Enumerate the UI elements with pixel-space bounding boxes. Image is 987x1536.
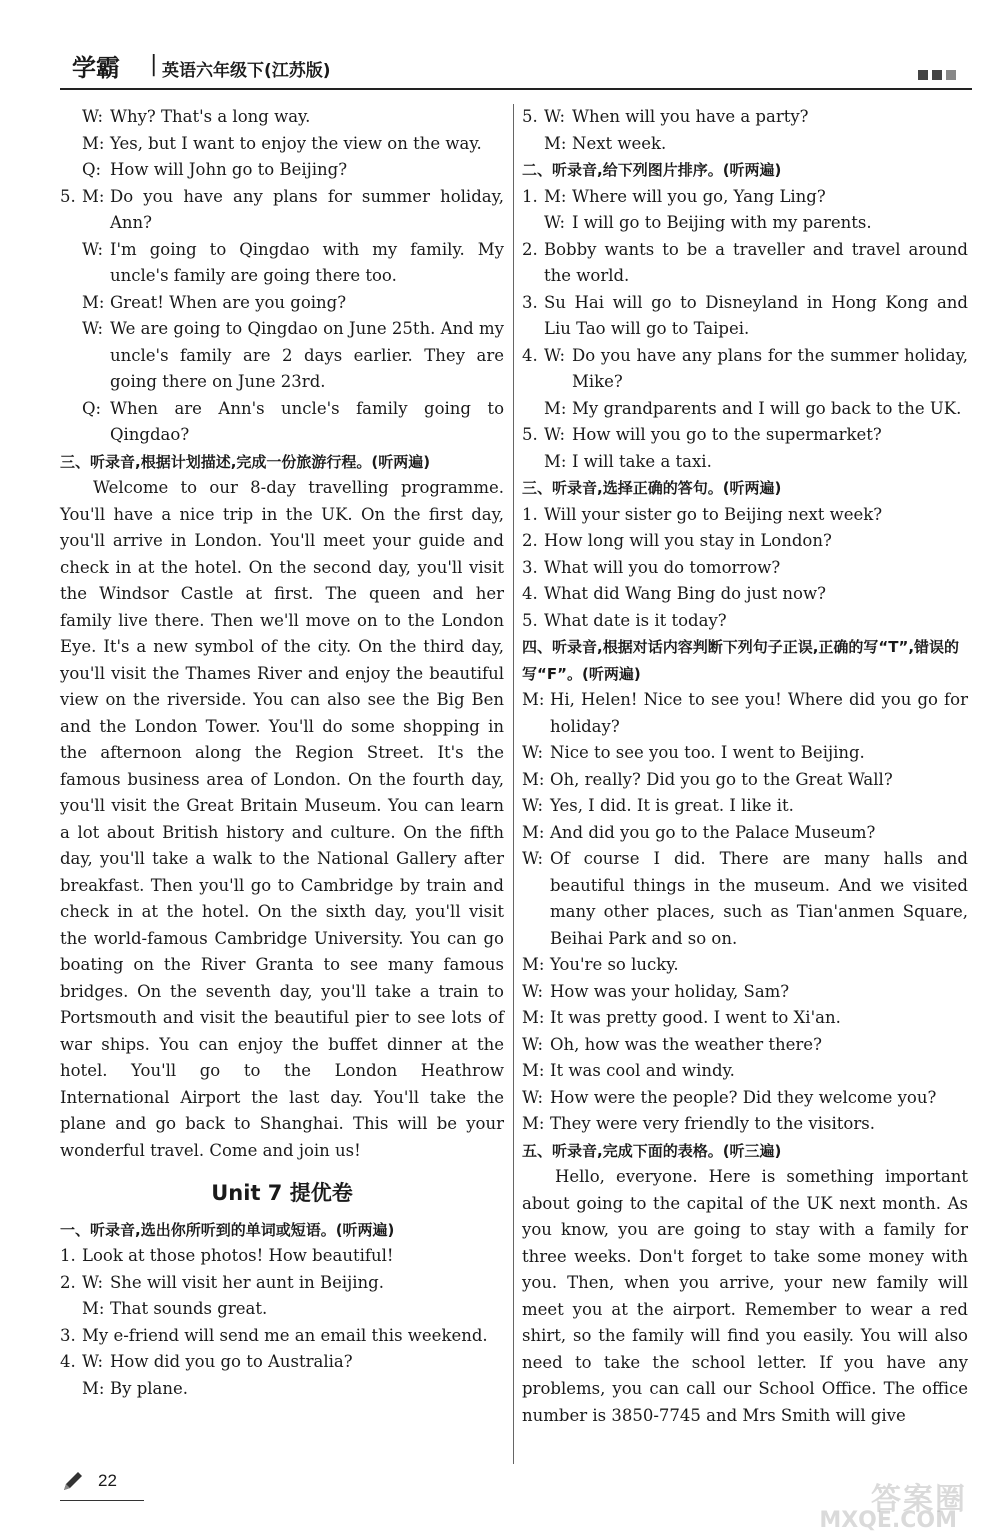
section-4-heading: 四、听录音,根据对话内容判断下列句子正误,正确的写“T”,错误的写“F”。(听两遍) [522,638,960,683]
text-line [522,290,968,343]
section-5-passage: Hello, everyone. Here is something important about going to the capital of the UK next month. As you know, you are going to stay with a family for three weeks. Don't forget to take some money with you. Then, when you arrive, your new family will meet you at the airport. Remember to wear a red shirt, so the family will find you easily. You will also need to take the school letter. If you have any problems, you can call our School Office. The office number is 3850-7745 and Mrs Smith will give [522,1167,968,1425]
speaker-label: M: [82,292,105,312]
item-number: 1. [522,504,538,524]
speaker-label: M: [82,1299,105,1318]
speaker-label: M: [522,955,545,974]
speaker-label: M: [544,398,567,418]
text-line [60,104,504,131]
speaker-label: W: [544,345,566,365]
line-text: When will you have a party? [572,107,809,126]
section-5-heading: 五、听录音,完成下面的表格。(听三遍) [522,1141,782,1160]
question-item-5-continued [522,104,968,157]
item-number [60,104,82,131]
text-line [522,555,968,582]
speaker-label: W: [82,1352,104,1371]
item-number: 2. [522,531,538,550]
text-line [60,237,504,290]
text-line [522,740,968,767]
item-number [60,131,82,158]
line-text: What date is it today? [544,610,727,630]
item-number [60,1296,82,1323]
text-line [522,820,968,847]
number-spacer [60,316,82,396]
section-3-items [522,502,968,635]
line-text: Oh, really? Did you go to the Great Wall? [550,769,893,789]
text-line [60,1296,504,1323]
footer-rule [60,1500,144,1501]
speaker-label: M: [522,1061,545,1080]
text-line [522,687,968,740]
line-text: Yes, but I want to enjoy the view on the way. [110,133,482,153]
section-1-items [60,1243,504,1402]
line-text: They were very friendly to the visitors. [550,1114,875,1133]
speaker-label: W: [522,1087,544,1107]
line-text: How will you go to the supermarket? [572,425,882,444]
speaker-label: M: [522,690,545,709]
speaker-label: W: [522,981,544,1001]
line-text: Do you have any plans for the summer holiday, Mike? [572,345,968,391]
number-spacer [60,237,82,290]
speaker-label: W: [522,849,544,868]
item-number [522,396,544,423]
text-line [60,157,504,184]
speaker-label: M: [522,1114,545,1133]
text-line [522,210,968,237]
page-footer [60,1468,117,1494]
line-text: How did you go to Australia? [110,1352,353,1371]
item-number: 5. [522,107,538,126]
text-line [522,767,968,794]
speaker-label: M: [82,186,105,206]
line-text: By plane. [110,1378,189,1398]
text-line [60,1243,504,1270]
text-line [522,343,968,396]
text-line [60,1376,504,1403]
line-text: Where will you go, Yang Ling? [572,186,826,206]
text-line [522,793,968,820]
item-number: 4. [60,1352,76,1371]
text-line [522,581,968,608]
line-text: How will John go to Beijing? [110,160,348,179]
line-text: Nice to see you too. I went to Beijing. [550,743,865,762]
speaker-label: M: [544,451,567,471]
line-text: Hi, Helen! Nice to see you! Where did you go for holiday? [550,690,968,736]
item-number: 3. [522,292,538,312]
column-divider [513,104,514,1464]
header-squares-icon [918,70,956,80]
line-text: When are Ann's uncle's family going to Qingdao? [110,398,504,444]
text-line [522,846,968,952]
line-text: Oh, how was the weather there? [550,1034,822,1054]
speaker-label: W: [82,107,104,126]
speaker-label: W: [544,213,566,232]
speaker-label: W: [522,796,544,815]
line-text: She will visit her aunt in Beijing. [110,1272,384,1292]
line-text: Next week. [572,133,667,153]
item-number: 5. [522,610,538,630]
right-column [522,104,968,1429]
line-text: Bobby wants to be a traveller and travel around the world. [544,239,968,285]
text-line [522,396,968,423]
speaker-label: M: [522,769,545,789]
page-header [60,44,972,90]
item-number: 5. [60,186,76,206]
text-line [60,1270,504,1297]
line-text: Of course I did. There are many halls and beautiful things in the museum. And we visited many other places, such as Tian'anmen Square, Beihai Park and so on. [550,849,968,948]
line-text: How were the people? Did they welcome you? [550,1087,937,1107]
item-number [522,131,544,158]
text-line [60,290,504,317]
item-number: 3. [522,557,538,577]
text-line [522,502,968,529]
number-spacer [60,396,82,449]
speaker-label: W: [82,319,104,338]
item-number: 1. [60,1246,76,1265]
section-3-heading: 三、听录音,根据计划描述,完成一份旅游行程。(听两遍) [60,452,431,471]
line-text: And did you go to the Palace Museum? [550,822,876,842]
text-line [60,1349,504,1376]
item-number: 1. [522,186,538,206]
item-number [522,449,544,476]
item-number: 5. [522,425,538,444]
speaker-label: Q: [82,398,102,418]
line-text: How was your holiday, Sam? [550,981,790,1001]
text-line [522,184,968,211]
line-text: Su Hai will go to Disneyland in Hong Kong and Liu Tao will go to Taipei. [544,292,968,338]
line-text: Why? That's a long way. [110,107,311,126]
speaker-label: M: [522,822,545,842]
text-line [522,1111,968,1138]
section-3-heading-right: 三、听录音,选择正确的答句。(听两遍) [522,479,782,497]
text-line [522,131,968,158]
text-line [522,1005,968,1032]
speaker-label: W: [82,239,104,259]
line-text: Will your sister go to Beijing next week? [544,504,883,524]
text-line [522,979,968,1006]
item-number: 4. [522,584,538,603]
text-line [522,608,968,635]
text-line [522,952,968,979]
text-line [522,528,968,555]
section-4-dialog [522,687,968,1138]
section-2-items [522,184,968,476]
line-text: You're so lucky. [550,955,679,974]
line-text: My e-friend will send me an email this weekend. [82,1325,488,1345]
section-1-heading: 一、听录音,选出你所听到的单词或短语。(听两遍) [60,1220,395,1239]
speaker-label: M: [544,133,567,153]
speaker-label: W: [544,107,566,126]
header-rule [60,88,972,90]
text-line [522,1058,968,1085]
speaker-label: M: [522,1008,545,1027]
text-line [522,449,968,476]
item-number [522,210,544,237]
item-number: 2. [522,239,538,259]
unit-title: Unit 7 提优卷 [211,1181,353,1205]
speaker-label: Q: [82,160,102,179]
watermark-logo: 答案圈 [871,1482,967,1517]
item-number: 4. [522,345,538,365]
section-2-heading: 二、听录音,给下列图片排序。(听两遍) [522,161,782,179]
line-text: Great! When are you going? [110,292,347,312]
line-text: It was cool and windy. [550,1061,735,1080]
text-line [522,1032,968,1059]
line-text: Yes, I did. It is great. I like it. [550,796,794,815]
text-line [60,396,504,449]
brand-logo: 学霸 [72,54,120,82]
text-line [522,237,968,290]
speaker-label: M: [82,133,105,153]
line-text: That sounds great. [110,1299,268,1318]
line-text: I'm going to Qingdao with my family. My uncle's family are going there too. [110,239,504,285]
text-line [522,1085,968,1112]
line-text: What will you do tomorrow? [544,557,781,577]
text-line [60,316,504,396]
line-text: Do you have any plans for summer holiday, Ann? [110,186,504,232]
speaker-label: W: [522,1034,544,1054]
text-line [522,104,968,131]
question-item-5 [60,184,504,449]
travel-programme-passage: Welcome to our 8-day travelling programme. You'll have a nice trip in the UK. On the first day, you'll arrive in London. You'll meet your guide and check in at the hotel. On the second day, you'll visit the Windsor Castle at first. The queen and her family live there. Then we'll move on to the London Eye. It's a new symbol of the city. On the third day, you'll visit the Thames River and enjoy the beautiful view on the riverside. You can also see the Big Ben and the London Tower. You'll do some shopping in the afternoon along the Region Street. It's the famous business area of London. On the fourth day, you'll visit the Great Britain Museum. You can learn a lot about British history and culture. On the fifth day, you'll take a walk to the National Gallery after breakfast. Then you'll go to Cambridge by train and check in at the hotel. On the sixth day, you'll visit the world-famous Cambridge University. You can go boating on the River Granta to see many famous bridges. On the seventh day, you'll take a train to Portsmouth and visit the beautiful pier to see lots of war ships. You can enjoy the buffet dinner at the hotel. You'll go to the London Heathrow International Airport the last day. You'll take the plane and go back to Shanghai. This will be your wonderful travel. Come and join us! [60,478,504,1160]
text-line [60,184,504,237]
line-text: My grandparents and I will go back to the UK. [572,398,962,418]
line-text: Look at those photos! How beautiful! [82,1246,394,1265]
dialog-continuation [60,104,504,184]
item-number [60,1376,82,1403]
speaker-label: M: [544,186,567,206]
number-spacer [60,290,82,317]
item-number: 3. [60,1325,76,1345]
speaker-label: W: [522,743,544,762]
speaker-label: W: [544,425,566,444]
line-text: How long will you stay in London? [544,531,832,550]
item-number: 2. [60,1272,76,1292]
header-separator: | [150,52,158,77]
pencil-icon [60,1468,86,1494]
page-number: 22 [98,1471,117,1490]
text-line [60,131,504,158]
item-number [60,157,82,184]
line-text: We are going to Qingdao on June 25th. And my uncle's family are 2 days earlier. They are going there on June 23rd. [110,319,504,391]
left-column [60,104,504,1402]
book-title: 英语六年级下(江苏版) [162,61,331,81]
speaker-label: W: [82,1272,104,1292]
text-line [60,1323,504,1350]
text-line [522,422,968,449]
line-text: I will take a taxi. [572,451,712,471]
line-text: I will go to Beijing with my parents. [572,213,872,232]
speaker-label: M: [82,1378,105,1398]
watermark-url: MXQE.COM [819,1508,957,1533]
line-text: What did Wang Bing do just now? [544,584,826,603]
line-text: It was pretty good. I went to Xi'an. [550,1008,841,1027]
